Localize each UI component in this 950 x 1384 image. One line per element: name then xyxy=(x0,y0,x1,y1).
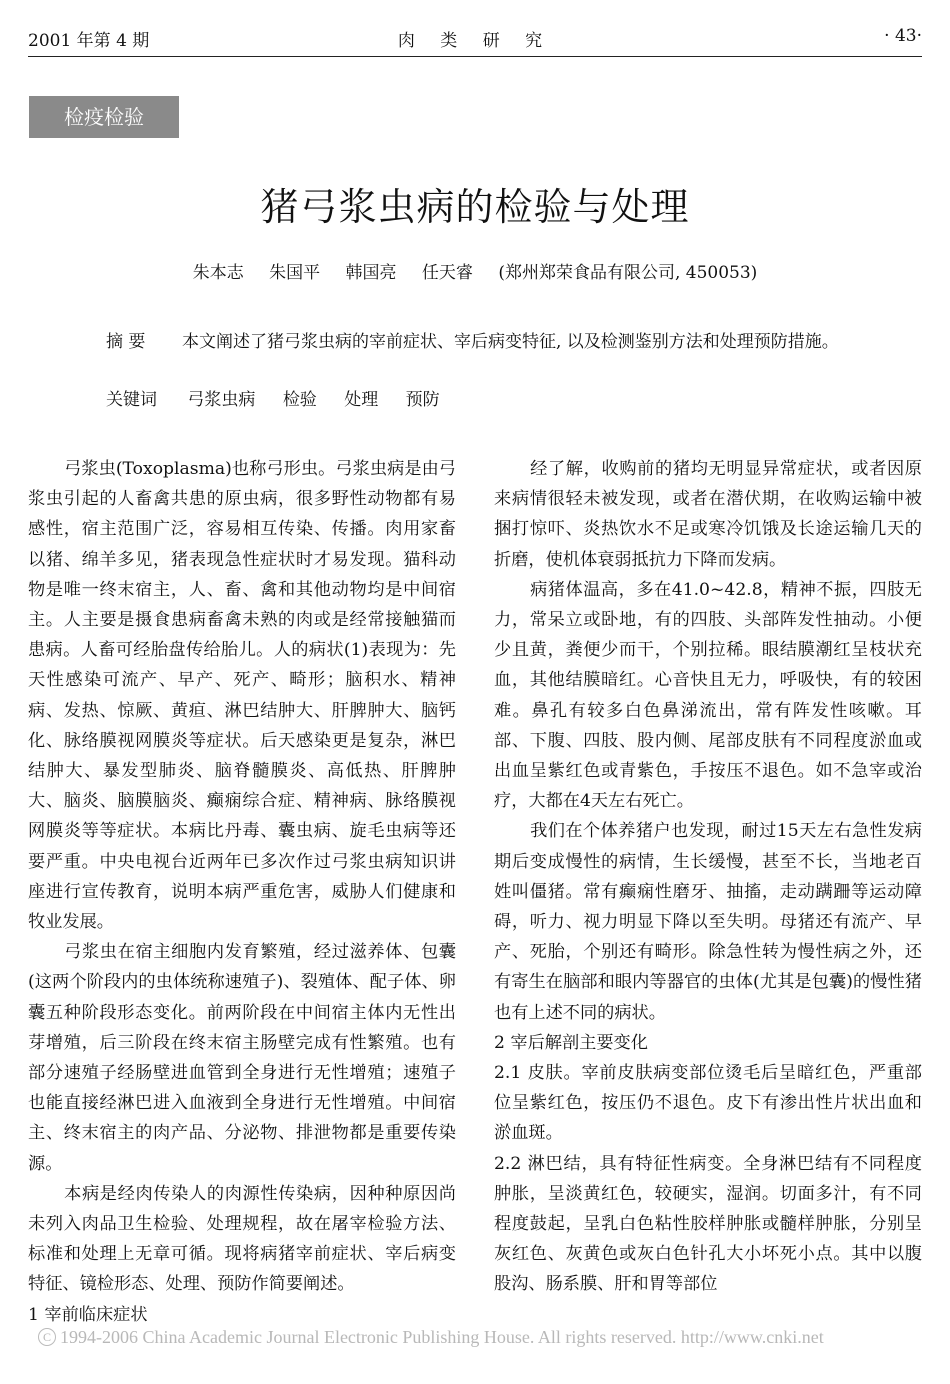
affiliation: (郑州郑荣食品有限公司, 450053) xyxy=(498,263,758,283)
abstract-text: 本文阐述了猪弓浆虫病的宰前症状、宰后病变特征, 以及检测鉴别方法和处理预防措施。 xyxy=(182,332,839,352)
keyword: 处理 xyxy=(344,390,379,410)
paragraph: 我们在个体养猪户也发现，耐过15天左右急性发病期后变成慢性的病情，生长缓慢，甚至不长，当地老百姓叫僵猪。常有癫痫性磨牙、抽搐，走动蹒跚等运动障碍，听力、视力明显下降以至失明。母猪还有流产、早产、死胎，个别还有畸形。除急性转为慢性病之外，还有寄生在脑部和眼内等器官的虫体(尤其是包囊)的慢性猪也有上述不同的病状。 xyxy=(494,821,922,1023)
left-column xyxy=(28,454,456,1330)
abstract xyxy=(106,328,866,356)
keyword: 检验 xyxy=(282,390,317,410)
author: 任天睿 xyxy=(421,263,473,283)
author: 朱国平 xyxy=(269,263,321,283)
author-line xyxy=(0,258,950,283)
paragraph: 经了解，收购前的猪均无明显异常症状，或者因原来病情很轻未被发现，或者在潜伏期，在收购运输中被捆打惊吓、炎热饮水不足或寒冷饥饿及长途运输几天的折磨，使机体衰弱抵抗力下降而发病。 xyxy=(494,459,922,570)
copyright-icon: C xyxy=(38,1328,56,1346)
running-header xyxy=(28,26,922,57)
section-tag: 检疫检验 xyxy=(29,96,179,138)
keyword: 弓浆虫病 xyxy=(187,390,256,410)
paragraph: 弓浆虫(Toxoplasma)也称弓形虫。弓浆虫病是由弓浆虫引起的人畜禽共患的原虫病，很多野性动物都有易感性，宿主范围广泛，容易相互传染、传播。肉用家畜以猪、绵羊多见，猪表现急性症状时才易发现。猫科动物是唯一终末宿主，人、畜、禽和其他动物均是中间宿主。人主要是摄食患病畜禽未熟的肉或是经常接触猫而患病。人畜可经胎盘传给胎儿。人的病状(1)表现为：先天性感染可流产、早产、死产、畸形；脑积水、精神病、发热、惊厥、黄疸、淋巴结肿大、肝脾肿大、脑钙化、脉络膜视网膜炎等症状。后天感染更是复杂，淋巴结肿大、暴发型肺炎、脑脊髓膜炎、高低热、肝脾肿大、脑炎、脑膜脑炎、癫痫综合症、精神病、脉络膜视网膜炎等等症状。本病比丹毒、囊虫病、旋毛虫病等还要严重。中央电视台近两年已多次作过弓浆虫病知识讲座进行宣传教育，说明本病严重危害，威胁人们健康和牧业发展。 xyxy=(28,459,456,933)
copyright-watermark xyxy=(38,1327,824,1348)
right-column xyxy=(494,454,922,1300)
section-heading: 1 宰前临床症状 xyxy=(28,1304,148,1325)
subsection-paragraph: 2.2 淋巴结，具有特征性病变。全身淋巴结有不同程度肿胀，呈淡黄红色，较硬实，湿润。切面多汁，有不同程度鼓起，呈乳白色粘性胶样肿胀或髓样肿胀，分别呈灰红色、灰黄色或灰白色针孔大小坏死小点。其中以腹股沟、肠系膜、肝和胃等部位 xyxy=(494,1153,922,1295)
paragraph: 病猪体温高，多在41.0~42.8，精神不振，四肢无力，常呆立或卧地，有的四肢、头部阵发性抽动。小便少且黄，粪便少而干，个别拉稀。眼结膜潮红呈枝状充血，其他结膜暗红。心音快且无力，呼吸快，有的较困难。鼻孔有较多白色鼻涕流出，常有阵发性咳嗽。耳部、下腹、四肢、股内侧、尾部皮肤有不同程度淤血或出血呈紫红色或青紫色，手按压不退色。如不急宰或治疗，大都在4天左右死亡。 xyxy=(494,579,922,812)
article-title: 猪弓浆虫病的检验与处理 xyxy=(260,185,690,229)
author: 韩国亮 xyxy=(345,263,397,283)
issue-label: 2001 年第 4 期 xyxy=(28,31,150,51)
abstract-label: 摘 要 xyxy=(106,332,146,352)
page-number: · 43· xyxy=(884,26,922,46)
subsection-paragraph: 2.1 皮肤。宰前皮肤病变部位烫毛后呈暗红色，严重部位呈紫红色，按压仍不退色。皮下有渗出性片状出血和淤血斑。 xyxy=(494,1063,922,1144)
keyword: 预防 xyxy=(405,390,440,410)
watermark-text: 1994-2006 China Academic Journal Electronic Publishing House. All rights reserved. http://www.cnki.net xyxy=(60,1327,824,1347)
paragraph: 弓浆虫在宿主细胞内发育繁殖，经过滋养体、包囊(这两个阶段内的虫体统称速殖子)、裂殖体、配子体、卵囊五种阶段形态变化。前两阶段在中间宿主体内无性出芽增殖，后三阶段在终末宿主肠壁完成有性繁殖。也有部分速殖子经肠壁进血管到全身进行无性增殖；速殖子也能直接经淋巴进入血液到全身进行无性增殖。中间宿主、终末宿主的肉产品、分泌物、排泄物都是重要传染源。 xyxy=(28,942,456,1174)
author: 朱本志 xyxy=(192,263,244,283)
paragraph: 本病是经肉传染人的肉源性传染病，因种种原因尚未列入肉品卫生检验、处理规程，故在屠宰检验方法、标准和处理上无章可循。现将病猪宰前症状、宰后病变特征、镜检形态、处理、预防作简要阐述。 xyxy=(28,1183,456,1295)
journal-name: 肉 类 研 究 xyxy=(397,31,553,51)
section-heading: 2 宰后解剖主要变化 xyxy=(494,1032,648,1053)
keywords xyxy=(106,386,866,414)
keywords-label: 关键词 xyxy=(106,390,157,410)
